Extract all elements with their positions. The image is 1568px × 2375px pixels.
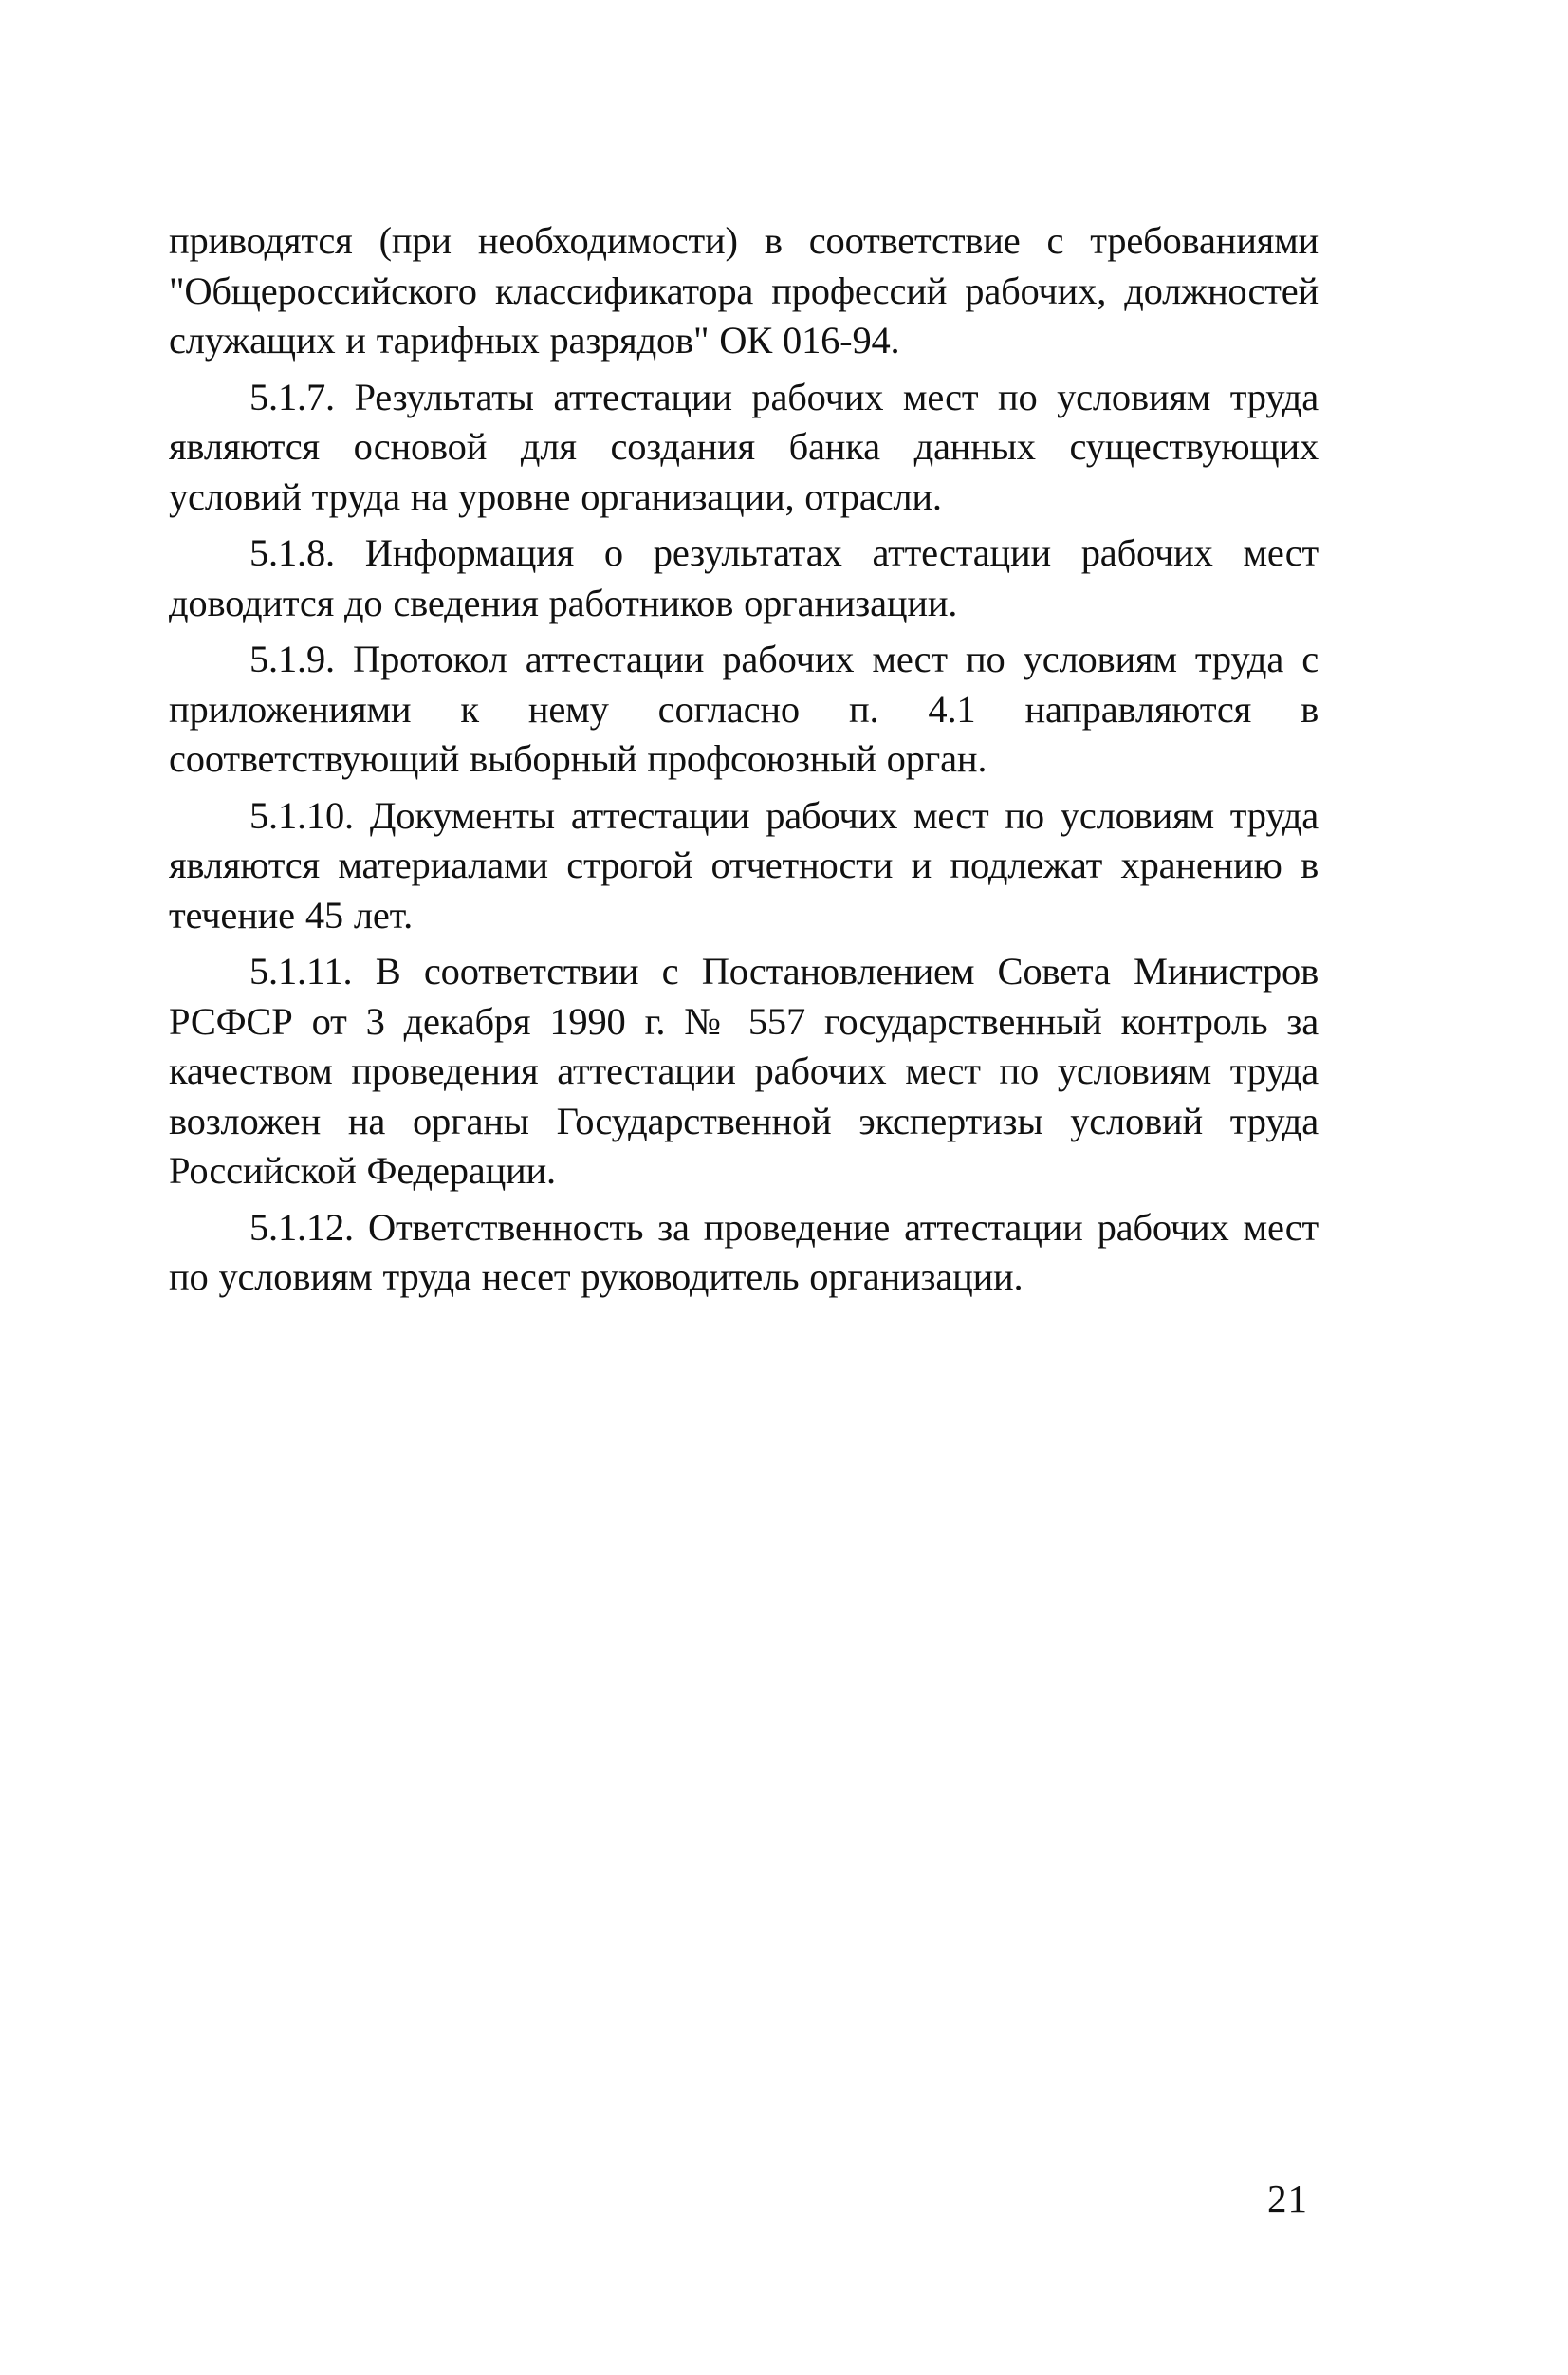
- paragraph-5-1-12: 5.1.12. Ответственность за проведение аттестации рабочих мест по условиям труда несет руководитель организации.: [169, 1205, 1319, 1298]
- paragraph-5-1-10: 5.1.10. Документы аттестации рабочих мест по условиям труда являются материалами строгой отчетности и подлежат хранению в течение 45 лет.: [169, 793, 1319, 937]
- paragraph-5-1-8: 5.1.8. Информация о результатах аттестации рабочих мест доводится до сведения работников организации.: [169, 531, 1319, 624]
- paragraph-continuation: приводятся (при необходимости) в соответствие с требованиями "Общероссийского классификатора профессий рабочих, должностей служащих и тарифных разрядов" ОК 016-94.: [169, 219, 1319, 362]
- body-text: [169, 216, 1319, 1309]
- paragraph-5-1-7: 5.1.7. Результаты аттестации рабочих мест по условиям труда являются основой для создания банка данных существующих условий труда на уровне организации, отрасли.: [169, 375, 1319, 518]
- paragraph-5-1-11: 5.1.11. В соответствии с Постановлением Совета Министров РСФСР от 3 декабря 1990 г. № 557 государственный контроль за качеством проведения аттестации рабочих мест по условиям труда возложен на органы Государственной экспертизы условий труда Российской Федерации.: [169, 950, 1319, 1192]
- page-number: 21: [1267, 2177, 1308, 2220]
- paragraph-5-1-9: 5.1.9. Протокол аттестации рабочих мест по условиям труда с приложениями к нему согласно п. 4.1 направляются в соответствующий выборный профсоюзный орган.: [169, 638, 1319, 780]
